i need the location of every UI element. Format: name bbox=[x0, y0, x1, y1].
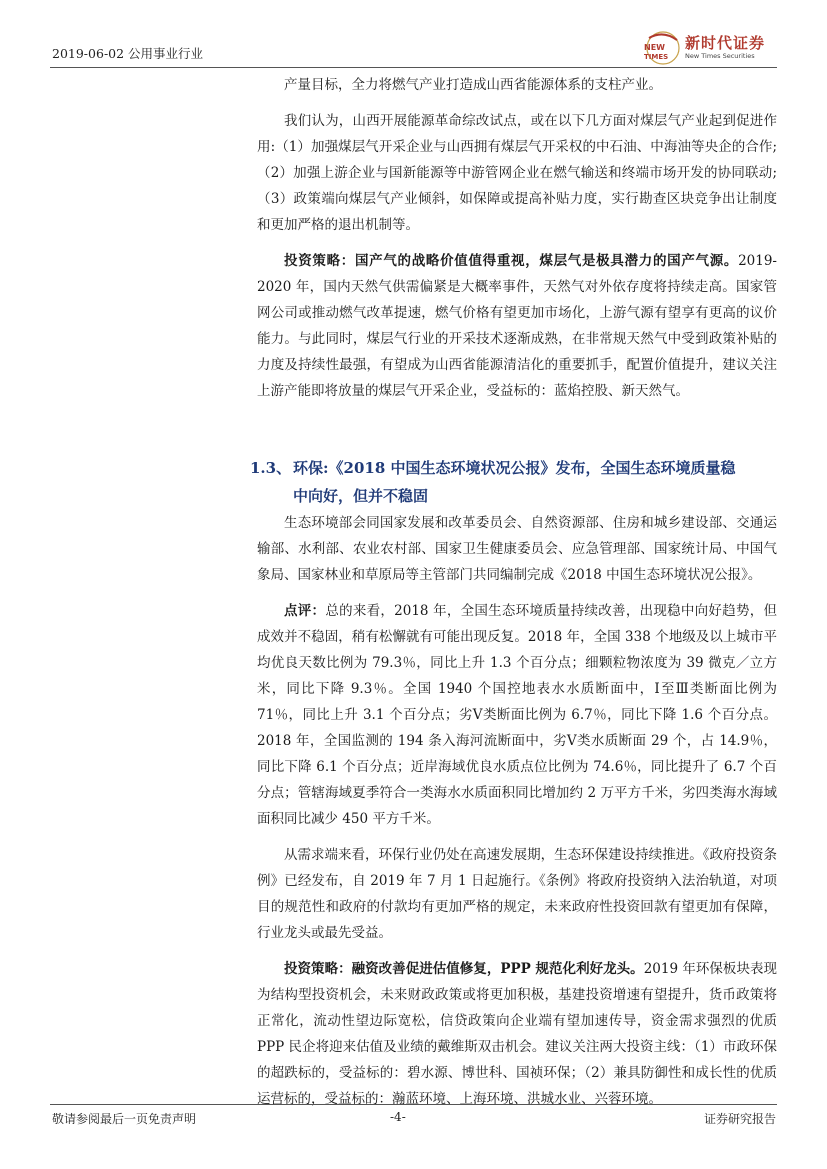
logo-english-name: New Times Securities bbox=[685, 51, 755, 60]
section-title-line1: 环保:《2018 中国生态环境状况公报》发布，全国生态环境质量稳 bbox=[293, 459, 736, 477]
company-logo bbox=[641, 28, 765, 66]
logo-emblem-icon bbox=[641, 28, 681, 66]
paragraph-env-strategy bbox=[257, 956, 777, 1112]
logo-chinese-name: 新时代证券 bbox=[685, 33, 766, 52]
strategy-text-env: 2019 年环保板块表现为结构型投资机会，未来财政政策或将更加积极，基建投资增速有望提升，货币政策将正常化，流动性望边际宽松，信贷政策向企业端有望加速传导，资金需求强烈的优质 PPP 民企将迎来估值及业绩的戴维斯双击机会。建议关注两大投资主线：（1）市政环保的超跌标的，受益标的：碧水源、博世科、国祯环保；（2）兼具防御性和成长性的优质运营标的，受益标的：瀚蓝环境、上海环境、洪城水业、兴蓉环境。 bbox=[257, 961, 778, 1107]
commentary-label: 点评： bbox=[284, 603, 326, 619]
strategy-heading-env: 投资策略：融资改善促进估值修复，PPP 规范化利好龙头。 bbox=[284, 961, 644, 977]
header-divider bbox=[50, 67, 777, 68]
section-title-line2: 中向好，但并不稳固 bbox=[293, 487, 429, 505]
footer-divider bbox=[50, 1104, 777, 1105]
footer-report-type: 证券研究报告 bbox=[703, 1112, 776, 1126]
paragraph-production-target: 产量目标，全力将燃气产业打造成山西省能源体系的支柱产业。 bbox=[284, 77, 662, 93]
section-heading-1-3 bbox=[250, 454, 777, 510]
svg-text:TIMES: TIMES bbox=[644, 53, 669, 61]
main-content bbox=[250, 72, 778, 1112]
commentary-text: 总的来看，2018 年，全国生态环境质量持续改善，出现稳中向好趋势，但成效并不稳固，稍有松懈就有可能出现反复。2018 年，全国 338 个地级及以上城市平均优良天数比例为 79.3％，同比上升 1.3 个百分点；细颗粒物浓度为 39 微克／立方米，同比下降 9.3％。全国 1940 个国控地表水水质断面中，Ⅰ至Ⅲ类断面比例为 71％，同比上升 3.1 个百分点；劣Ⅴ类断面比例为 6.7％，同比下降 1.6 个百分点。2018 年，全国监测的 194 条入海河流断面中，劣Ⅴ类水质断面 29 个，占 14.9％，同比下降 6.1 个百分点；近岸海域优良水质点位比例为 74.6％，同比提升了 6.7 个百分点；管辖海域夏季符合一类海水水质面积同比增加约 2 万平方千米，劣四类海水海域面积同比减少 450 平方千米。 bbox=[257, 603, 777, 827]
strategy-text-gas: 2019-2020 年，国内天然气供需偏紧是大概率事件，天然气对外依存度将持续走高。国家管网公司或推动燃气改革提速，燃气价格有望更加市场化，上游气源有望享有更高的议价能力。与此同时，煤层气行业的开采技术逐渐成熟，在非常规天然气中受到政策补贴的力度及持续性最强，有望成为山西省能源清洁化的重要抓手，配置价值提升，建议关注上游产能即将放量的煤层气开采企业，受益标的：蓝焰控股、新天然气。 bbox=[257, 253, 777, 399]
header-date-industry: 2019-06-02 公用事业行业 bbox=[52, 46, 204, 61]
svg-text:NEW: NEW bbox=[644, 43, 665, 52]
strategy-heading-gas: 投资策略：国产气的战略价值值得重视，煤层气是极具潜力的国产气源。 bbox=[284, 253, 739, 269]
paragraph-commentary bbox=[257, 598, 777, 832]
paragraph-energy-reform: 我们认为，山西开展能源革命综改试点，或在以下几方面对煤层气产业起到促进作用:（1）加强煤层气开采企业与山西拥有煤层气开采权的中石油、中海油等央企的合作;（2）加强上游企业与国新能源等中游管网企业在燃气输送和终端市场开发的协同联动;（3）政策端向煤层气产业倾斜，如保障或提高补贴力度，实行勘查区块竞争出让制度和更加严格的退出机制等。 bbox=[257, 113, 777, 233]
paragraph-gas-strategy bbox=[257, 248, 777, 404]
section-number: 1.3、 bbox=[250, 459, 292, 477]
paragraph-bulletin-release: 生态环境部会同国家发展和改革委员会、自然资源部、住房和城乡建设部、交通运输部、水利部、农业农村部、国家卫生健康委员会、应急管理部、国家统计局、中国气象局、国家林业和草原局等主管部门共同编制完成《2018 中国生态环境状况公报》。 bbox=[257, 515, 777, 583]
paragraph-demand-side: 从需求端来看，环保行业仍处在高速发展期，生态环保建设持续推进。《政府投资条例》已经发布，自 2019 年 7 月 1 日起施行。《条例》将政府投资纳入法治轨道，对项目的规范性和政府的付款均有更加严格的规定，未来政府性投资回款有望更加有保障，行业龙头或最先受益。 bbox=[257, 847, 777, 941]
page-number: -4- bbox=[390, 1110, 406, 1124]
footer-disclaimer: 敬请参阅最后一页免责声明 bbox=[52, 1112, 197, 1126]
